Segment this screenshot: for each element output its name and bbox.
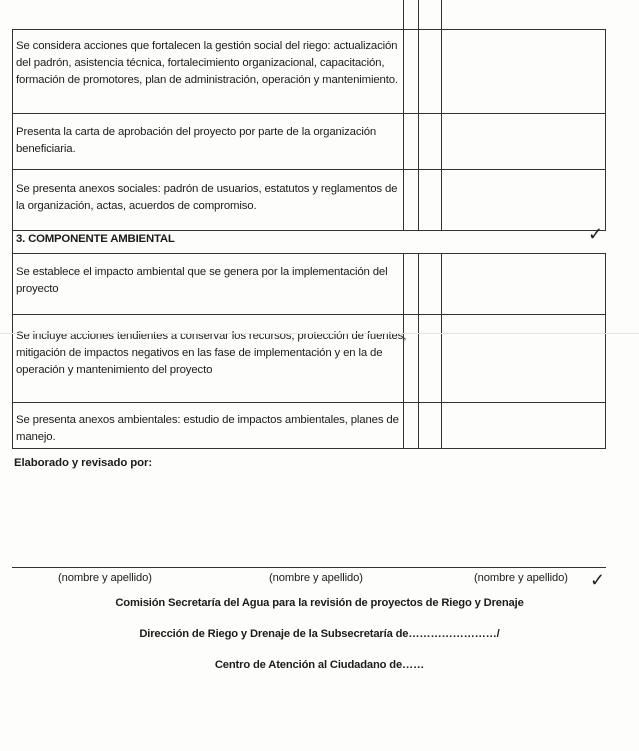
checkmark-icon: ✓ [588, 224, 604, 244]
commission-line: Comisión Secretaría del Agua para la revisión de proyectos de Riego y Drenaje [115, 597, 524, 609]
table-row [12, 0, 606, 30]
signature-line [12, 567, 606, 568]
criterion-text: Se considera acciones que fortalecen la gestión social del riego: actualización del padrón, asistencia técnica, fortalecimiento organizacional, capacitación, formación de promotores, plan de administración, operación y mantenimiento. [16, 40, 398, 86]
attention-center-line: Centro de Atención al Ciudadano de…… [214, 659, 425, 671]
signature-name-3: (nombre y apellido) [474, 572, 568, 584]
scan-artifact-line [0, 333, 639, 334]
signature-name-1: (nombre y apellido) [58, 572, 152, 584]
prepared-by-label: Elaborado y revisado por: [14, 457, 153, 469]
table-row [12, 315, 606, 403]
table-row [12, 403, 606, 449]
criterion-text: Se establece el impacto ambiental que se genera por la implementación del proyecto [16, 266, 388, 295]
checkmark-icon: ✓ [590, 570, 606, 590]
criterion-text: Se incluye acciones tendientes a conservar los recursos, protección de fuentes, mitigación de impactos negativos en las fase de implementación y en la de operación y mantenimiento del proyecto [16, 330, 407, 376]
table-row [12, 114, 606, 170]
table-row [12, 254, 606, 315]
section-title: 3. COMPONENTE AMBIENTAL [16, 233, 175, 245]
table-row [12, 170, 606, 231]
section-header-row [12, 231, 606, 254]
criterion-text: Se presenta anexos ambientales: estudio de impactos ambientales, planes de manejo. [16, 414, 399, 443]
table-row [12, 30, 606, 114]
direction-line: Dirección de Riego y Drenaje de la Subsecretaría de……………………/ [139, 628, 500, 640]
signature-name-2: (nombre y apellido) [269, 572, 363, 584]
evaluation-table [12, 0, 606, 449]
criterion-text: Se presenta anexos sociales: padrón de usuarios, estatutos y reglamentos de la organización, actas, acuerdos de compromiso. [16, 183, 398, 212]
criterion-text: Presenta la carta de aprobación del proyecto por parte de la organización beneficiaria. [16, 126, 377, 155]
